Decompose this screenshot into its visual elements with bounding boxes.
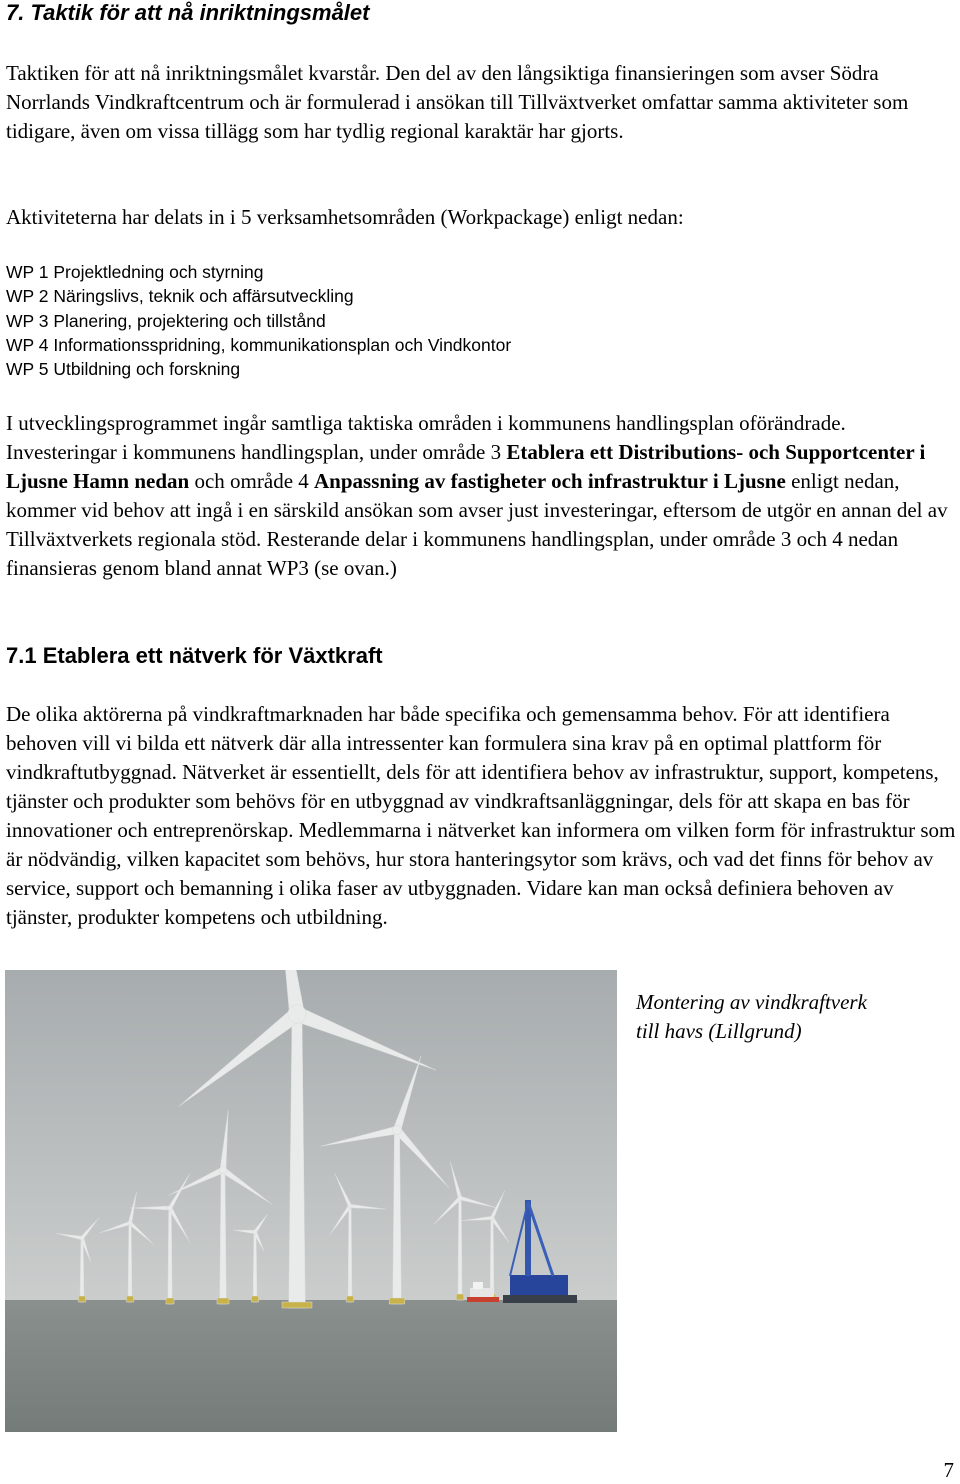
- section-heading: 7. Taktik för att nå inriktningsmålet: [6, 0, 370, 25]
- turbine-foundation: [217, 1298, 229, 1304]
- turbine-hub: [348, 1204, 352, 1208]
- area3-title: Etablera ett Distributions- och Supportcenter i Ljusne Hamn nedan: [6, 440, 926, 493]
- turbine-foundation: [456, 1294, 464, 1300]
- network-paragraph: De olika aktörerna på vindkraftmarknaden har både specifika och gemensamma behov. För att identifiera behoven vill vi bilda ett nätverk där alla intressenter kan formulera sina krav på en optimal plattform för vindkraftutbyggnad. Nätverket är essentiellt, dels för att identifiera behov av infrastruktur, support, kompetens, tjänster och produkter som behövs för en utbyggnad av vindkraftsanläggningar, dels för att skapa en bas för innovationer och entreprenörskap. Medlemmarna i nätverket kan informera om vilken form för infrastruktur som är nödvändig, vilken kapacitet som behövs, hur stora hanteringsytor som krävs, och vad det finns för behov av service, support och bemanning i olika faser av utbyggnaden. Vidare kan man också definiera behoven av tjänster, produkter kompetens och utbildning.: [6, 702, 956, 929]
- photo-caption: [636, 988, 867, 1046]
- workpackage-item: WP 2 Näringslivs, teknik och affärsutveckling: [6, 286, 354, 307]
- subsection-heading: 7.1 Etablera ett nätverk för Växtkraft: [6, 643, 383, 668]
- workpackage-item: WP 4 Informationsspridning, kommunikationsplan och Vindkontor: [6, 334, 512, 355]
- turbine-tower: [220, 1170, 227, 1304]
- turbine-tower: [490, 1218, 494, 1300]
- caption-line: till havs (Lillgrund): [636, 1019, 802, 1043]
- turbine-hub: [219, 1166, 226, 1173]
- turbine-tower: [168, 1208, 172, 1304]
- investment-paragraph: [6, 409, 958, 583]
- investment-text: I utvecklingsprogrammet ingår samtliga taktiska områden i kommunens handlingsplan oförändrade. Investeringar i kommunens handlingsplan, under område 3: [6, 411, 846, 464]
- investment-text: och område 4: [189, 469, 315, 493]
- turbine-hub: [490, 1216, 494, 1220]
- turbine-hub: [128, 1221, 132, 1225]
- turbine-foundation: [166, 1298, 174, 1304]
- page-number: 7: [943, 1458, 954, 1482]
- turbine-hub: [168, 1206, 173, 1211]
- turbine-hub: [253, 1230, 257, 1234]
- turbine-hub: [80, 1236, 84, 1240]
- turbine-foundation: [346, 1296, 353, 1302]
- workpackage-item: WP 3 Planering, projektering och tillstånd: [6, 310, 326, 331]
- turbine-hub: [458, 1196, 463, 1201]
- turbine-tower: [128, 1223, 132, 1302]
- turbine-foundation: [78, 1296, 85, 1302]
- offshore-wind-farm-photo: [5, 970, 617, 1432]
- turbine-tower: [458, 1198, 462, 1300]
- workpackage-item: WP 1 Projektledning och styrning: [6, 262, 264, 282]
- turbine-foundation: [126, 1296, 133, 1302]
- turbine-foundation: [389, 1298, 405, 1304]
- workpackage-intro-paragraph: Aktiviteterna har delats in i 5 verksamhetsområden (Workpackage) enligt nedan:: [6, 205, 684, 229]
- turbine-tower: [348, 1206, 352, 1302]
- turbine-foundation: [251, 1296, 258, 1302]
- workpackage-item: WP 5 Utbildning och forskning: [6, 359, 241, 380]
- turbine-hub: [288, 1005, 306, 1023]
- turbine-hub: [392, 1125, 402, 1135]
- turbine-tower: [393, 1130, 402, 1304]
- caption-line: Montering av vindkraftverk: [636, 990, 867, 1014]
- workpackage-list: [6, 260, 511, 381]
- turbine-foundation: [282, 1302, 312, 1308]
- investment-text: enligt nedan, kommer vid behov att ingå i en särskild ansökan som avser just investeringar, eftersom de utgör en annan del av Tillväxtverkets regionala stöd. Resterande delar i kommunens handlingsplan, under område 3 och 4 nedan finansieras genom bland annat WP3 (se ovan.): [6, 469, 948, 580]
- turbine-tower: [80, 1238, 84, 1302]
- area4-title: Anpassning av fastigheter och infrastruktur i Ljusne: [314, 469, 786, 493]
- turbine-tower: [253, 1232, 257, 1302]
- intro-paragraph: Taktiken för att nå inriktningsmålet kvarstår. Den del av den långsiktiga finansieringen som avser Södra Norrlands Vindkraftcentrum och är formulerad i ansökan till Tillväxtverket omfattar samma aktiviteter som tidigare, även om vissa tillägg som har tydlig regional karaktär har gjorts.: [6, 61, 909, 143]
